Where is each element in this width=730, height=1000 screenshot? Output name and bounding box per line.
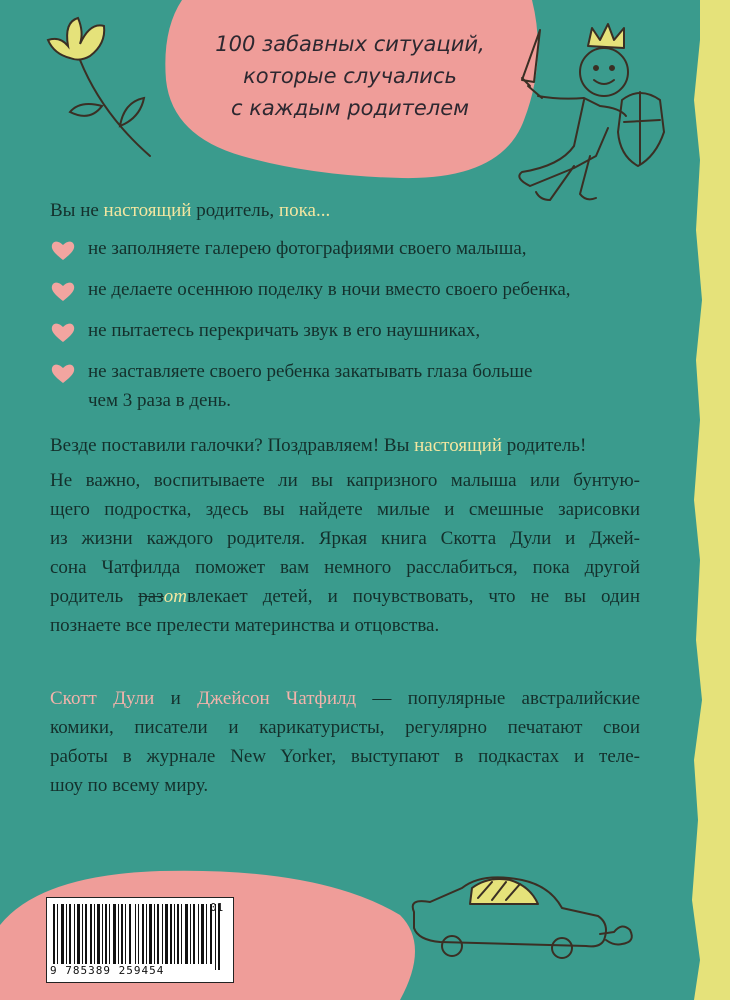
author-2: Джейсон Чатфилд <box>197 688 357 709</box>
paragraph-line: щего подростка, здесь вы найдете милые и смешные зарисовки <box>50 499 640 520</box>
list-item <box>50 357 670 415</box>
paragraph-line-5 <box>50 582 640 611</box>
car-doodle <box>400 868 640 968</box>
tagline <box>190 28 510 124</box>
isbn-number: 9 785389 259454 <box>50 964 165 977</box>
intro-line <box>50 196 640 225</box>
intro-mid: родитель, <box>191 200 279 221</box>
authors-paragraph <box>50 684 640 800</box>
intro-pre: Вы не <box>50 200 104 221</box>
p5-pre: родитель <box>50 586 139 607</box>
barcode-code: 01 <box>210 901 224 914</box>
p5-strike: раз <box>138 586 164 607</box>
p5-post: влекает детей, и почувствовать, что не вы один <box>186 586 641 607</box>
intro-highlight: настоящий <box>103 200 192 221</box>
heart-icon <box>50 280 76 302</box>
congrats-line <box>50 431 640 460</box>
flower-doodle <box>40 14 160 164</box>
list-item-text-cont: чем 3 раза в день. <box>88 390 232 411</box>
paragraph-line: познаете все прелести материнства и отцовства. <box>50 615 440 636</box>
checklist <box>50 234 670 427</box>
congrats-post: родитель! <box>502 435 587 456</box>
tagline-line: которые случались <box>243 64 457 88</box>
heart-icon <box>50 239 76 261</box>
authors-line: работы в журнале New Yorker, выступают в подкастах и теле- <box>50 746 640 767</box>
list-item-text: не пытаетесь перекричать звук в его наушниках, <box>88 320 481 341</box>
list-item-text: не заставляете своего ребенка закатывать глаза больше <box>88 361 533 382</box>
list-item-text: не делаете осеннюю поделку в ночи вместо своего ребенка, <box>88 279 571 300</box>
paragraph-line: из жизни каждого родителя. Яркая книга Скотта Дули и Джей- <box>50 528 640 549</box>
congrats-pre: Везде поставили галочки? Поздравляем! Вы <box>50 435 415 456</box>
list-item <box>50 234 670 263</box>
tagline-line: с каждым родителем <box>231 96 469 120</box>
authors-and: и <box>154 688 198 709</box>
author-1: Скотт Дули <box>50 688 155 709</box>
congrats-highlight: настоящий <box>414 435 503 456</box>
tagline-line: 100 забавных ситуаций, <box>215 32 485 56</box>
paragraph-line: сона Чатфилда поможет вам немного расслабиться, пока другой <box>50 557 640 578</box>
paragraph-line: Не важно, воспитываете ли вы капризного малыша или бунтую- <box>50 470 640 491</box>
list-item <box>50 275 670 304</box>
authors-line1-post: — популярные австралийские <box>356 688 641 709</box>
intro-until: пока... <box>278 200 331 221</box>
p5-hl: от <box>163 586 187 607</box>
knight-doodle <box>500 16 680 216</box>
description-paragraph <box>50 466 640 640</box>
heart-icon <box>50 362 76 384</box>
list-item <box>50 316 670 345</box>
heart-icon <box>50 321 76 343</box>
yellow-stripe <box>686 0 730 1000</box>
list-item-text: не заполняете галерею фотографиями своего малыша, <box>88 238 527 259</box>
authors-line: шоу по всему миру. <box>50 775 209 796</box>
authors-line-1 <box>50 684 640 713</box>
authors-line: комики, писатели и карикатуристы, регулярно печатают свои <box>50 717 640 738</box>
